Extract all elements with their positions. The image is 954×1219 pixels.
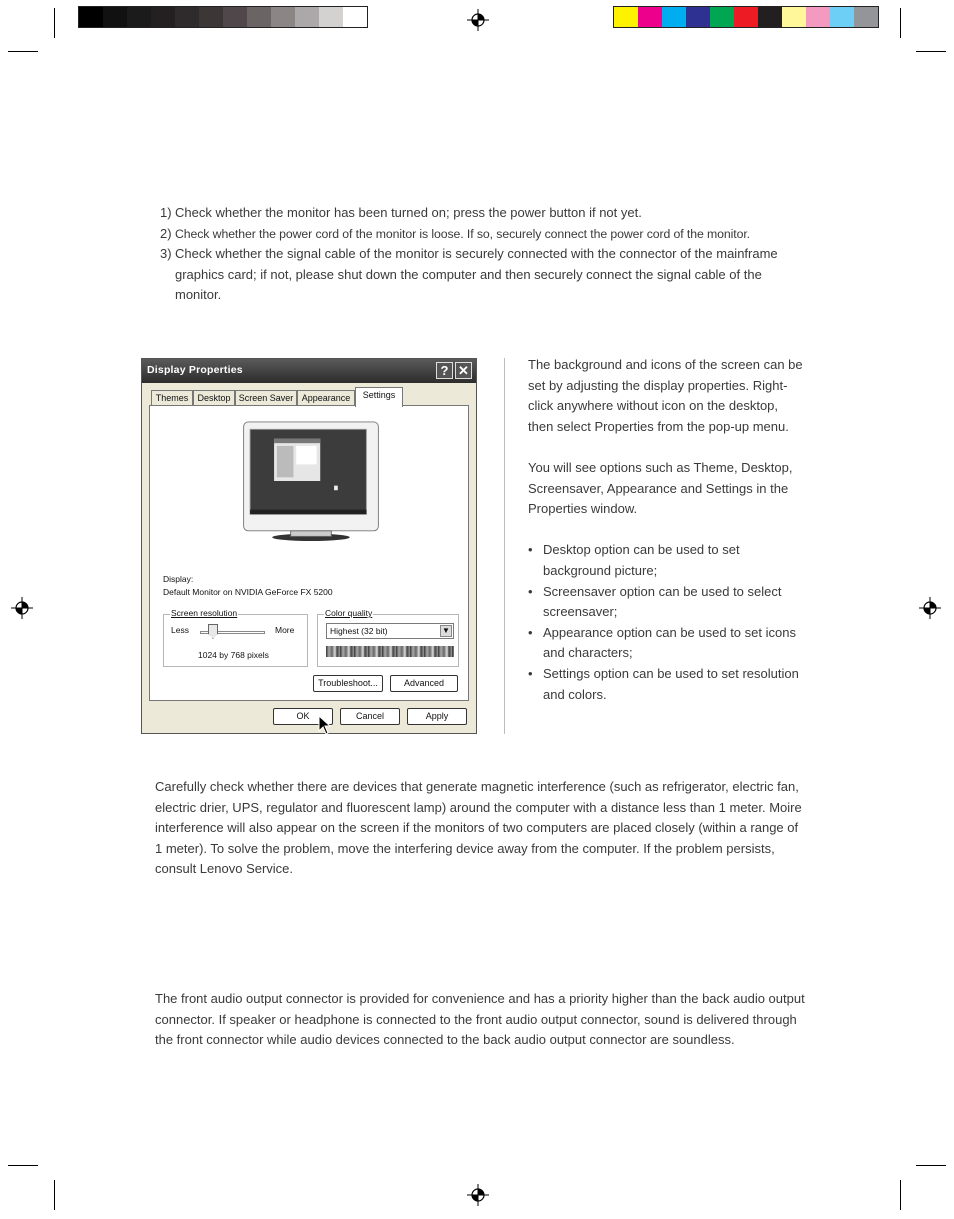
tab-appearance[interactable]: Appearance	[297, 390, 355, 406]
color-swatch	[758, 7, 782, 27]
color-swatch	[103, 7, 127, 27]
list-item	[528, 623, 803, 664]
crop-mark	[8, 51, 38, 52]
color-swatch	[295, 7, 319, 27]
step-text: Check whether the power cord of the monitor is loose. If so, securely connect the power cord of the monitor.	[175, 226, 750, 241]
explanation-paragraph: You will see options such as Theme, Desktop, Screensaver, Appearance and Settings in the Properties window.	[528, 459, 793, 517]
step-text: Check whether the monitor has been turned on; press the power button if not yet.	[175, 205, 642, 220]
settings-panel	[149, 405, 469, 701]
crop-mark	[916, 51, 946, 52]
step-item	[160, 224, 810, 245]
color-swatch	[806, 7, 830, 27]
grayscale-calibration-bar	[78, 6, 368, 28]
crop-mark	[916, 1165, 946, 1166]
color-swatch	[199, 7, 223, 27]
color-swatch	[710, 7, 734, 27]
step-number: 2)	[160, 225, 172, 241]
bullet-icon: •	[528, 583, 533, 599]
color-swatch	[734, 7, 758, 27]
dialog-title-bar[interactable]	[142, 359, 476, 383]
apply-button[interactable]: Apply	[407, 708, 467, 725]
help-button[interactable]: ?	[436, 362, 453, 379]
registration-mark-icon	[919, 597, 941, 619]
color-swatch	[638, 7, 662, 27]
troubleshooting-steps	[160, 203, 810, 306]
step-number: 3)	[160, 246, 172, 262]
screen-resolution-group	[163, 608, 308, 667]
list-item	[528, 540, 803, 581]
tab-themes[interactable]: Themes	[151, 390, 193, 406]
color-quality-label: Color quality	[325, 608, 373, 618]
column-divider	[504, 358, 505, 734]
color-preview-strip	[326, 646, 454, 657]
list-item-text: Desktop option can be used to set background picture;	[543, 542, 740, 578]
color-swatch	[830, 7, 854, 27]
list-item-text: Appearance option can be used to set icons and characters;	[543, 624, 796, 661]
tab-desktop[interactable]: Desktop	[193, 390, 235, 406]
bullet-icon: •	[528, 665, 533, 681]
color-swatch	[343, 7, 367, 27]
screen-resolution-label: Screen resolution	[171, 608, 238, 618]
color-swatch	[175, 7, 199, 27]
color-swatch	[782, 7, 806, 27]
registration-mark-icon	[11, 597, 33, 619]
explanation-paragraph: The background and icons of the screen can be set by adjusting the display properties. Right-click anywhere without icon on the desktop, then select Properties from the pop-up menu.	[528, 357, 803, 434]
color-swatch	[271, 7, 295, 27]
less-label: Less	[171, 625, 189, 635]
step-text: Check whether the signal cable of the monitor is securely connected with the connector of the mainframe graphics card; if not, please shut down the computer and then securely connect the signal cable of the monitor.	[175, 246, 778, 303]
color-swatch	[223, 7, 247, 27]
step-item	[160, 203, 810, 224]
color-quality-select[interactable]	[326, 623, 454, 639]
bullet-icon: •	[528, 624, 533, 640]
step-number: 1)	[160, 205, 172, 220]
color-quality-group	[317, 608, 459, 667]
audio-connector-paragraph: The front audio output connector is provided for convenience and has a priority higher than the back audio output connector. If speaker or headphone is connected to the front audio output connector, sound is delivered through the front connector while audio devices connected to the back audio output connector are soundless.	[155, 991, 805, 1048]
tab-screen-saver[interactable]: Screen Saver	[235, 390, 297, 406]
mouse-pointer-icon	[318, 715, 332, 735]
tab-settings[interactable]: Settings	[355, 387, 403, 407]
options-list	[528, 540, 803, 705]
crop-mark	[54, 1180, 55, 1210]
resolution-slider-thumb[interactable]	[208, 624, 218, 639]
advanced-button[interactable]: Advanced	[390, 675, 458, 692]
list-item	[528, 664, 803, 705]
list-item	[528, 582, 803, 623]
color-swatch	[151, 7, 175, 27]
color-swatch	[79, 7, 103, 27]
registration-mark-icon	[467, 1184, 489, 1206]
crop-mark	[900, 1180, 901, 1210]
dialog-title: Display Properties	[147, 364, 243, 376]
bullet-icon: •	[528, 542, 533, 558]
resolution-value: 1024 by 768 pixels	[198, 650, 269, 660]
cancel-button[interactable]: Cancel	[340, 708, 400, 725]
color-swatch	[127, 7, 151, 27]
more-label: More	[275, 625, 295, 635]
monitor-preview-icon	[237, 421, 385, 541]
color-swatch	[854, 7, 878, 27]
moire-interference-paragraph: Carefully check whether there are devices that generate magnetic interference (such as refrigerator, electric fan, electric drier, UPS, regulator and fluorescent lamp) around the computer with a distance less than 1 meter. Moire interference will also appear on the screen if the monitors of two computers are placed closely (within a range of 1 meter). To solve the problem, move the interfering device away from the computer. If the problem persists, consult Lenovo Service.	[155, 779, 802, 877]
chevron-down-icon[interactable]: ▼	[440, 625, 452, 637]
display-properties-dialog	[141, 358, 477, 734]
display-label: Display:	[163, 574, 194, 584]
color-swatch	[662, 7, 686, 27]
color-quality-value: Highest (32 bit)	[330, 626, 388, 636]
list-item-text: Settings option can be used to set resolution and colors.	[543, 665, 799, 702]
display-value: Default Monitor on NVIDIA GeForce FX 5200	[163, 587, 333, 597]
color-swatch	[247, 7, 271, 27]
troubleshoot-button[interactable]: Troubleshoot...	[313, 675, 383, 692]
step-item	[160, 244, 810, 306]
display-settings-explanation	[528, 355, 803, 705]
color-calibration-bar	[613, 6, 879, 28]
ok-button[interactable]: OK	[273, 708, 333, 725]
close-button[interactable]: ✕	[455, 362, 472, 379]
list-item-text: Screensaver option can be used to select screensaver;	[543, 583, 782, 620]
crop-mark	[54, 8, 55, 38]
crop-mark	[8, 1165, 38, 1166]
color-swatch	[614, 7, 638, 27]
color-swatch	[686, 7, 710, 27]
crop-mark	[900, 8, 901, 38]
registration-mark-icon	[467, 9, 489, 31]
color-swatch	[319, 7, 343, 27]
